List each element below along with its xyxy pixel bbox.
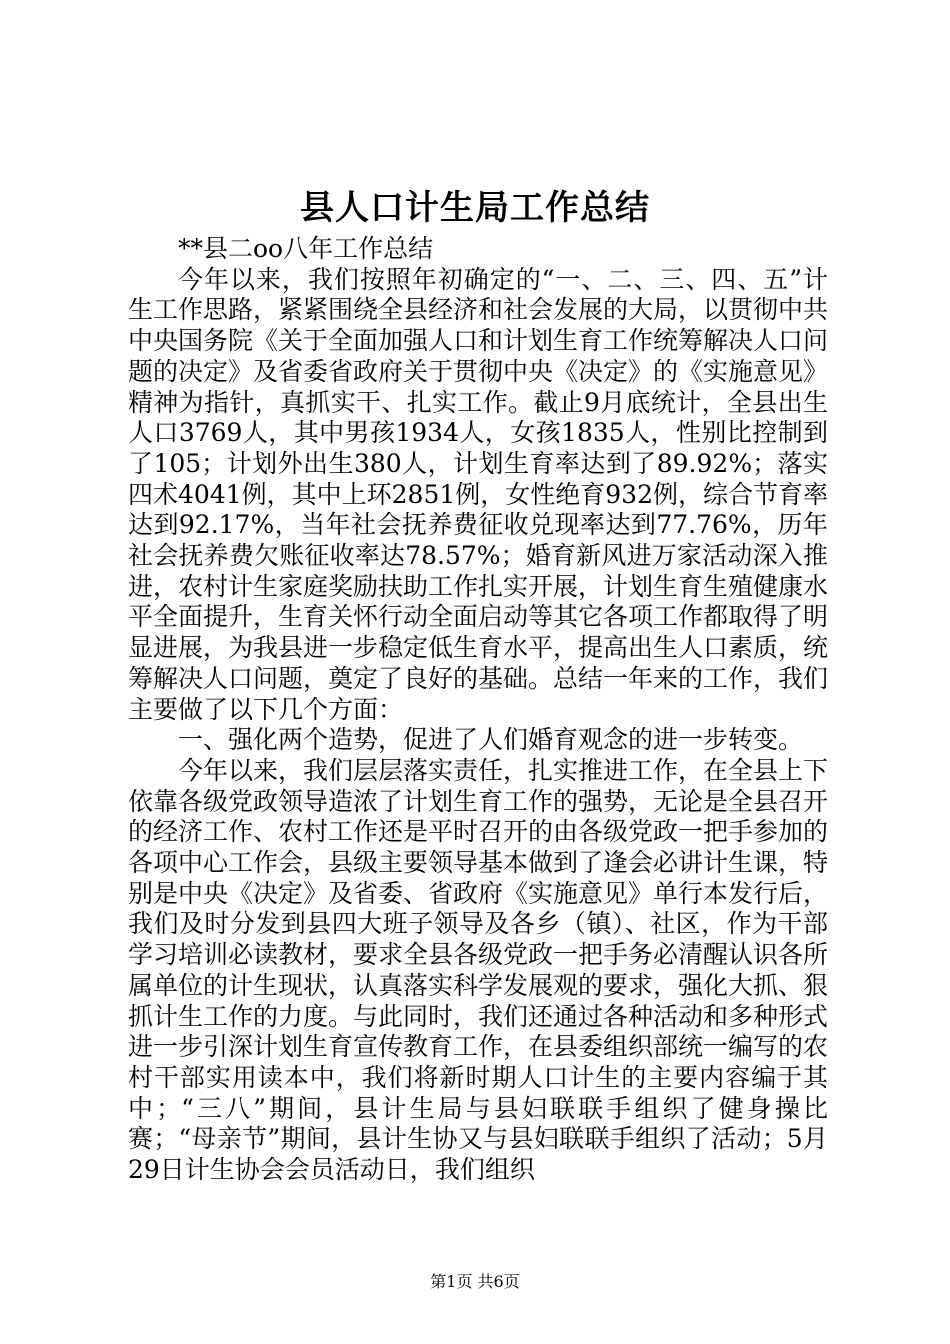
page-footer: 第1页 共6页 bbox=[430, 1272, 520, 1291]
section-heading: 一、强化两个造势，促进了人们婚育观念的进一步转变。 bbox=[178, 725, 804, 755]
document-title: 县人口计生局工作总结 bbox=[300, 188, 650, 228]
body-paragraph: 今年以来，我们层层落实责任，扎实推进工作，在全县上下依靠各级党政领导造浓了计划生育工作的强势，无论是全县召开的经济工作、农村工作还是平时召开的由各级党政一把手参加的各项中心工作会，县级主要领导基本做到了逢会必讲计生课，特别是中央《决定》及省委、省政府《实施意见》单行本发行后，我们及时分发到县四大班子领导及各乡（镇）、社区，作为干部学习培训必读教材，要求全县各级党政一把手务必清醒认识各所属单位的计生现状，认真落实科学发展观的要求，强化大抓、狠抓计生工作的力度。与此同时，我们还通过各种活动和多种形式进一步引深计划生育宣传教育工作，在县委组织部统一编写的农村干部实用读本中，我们将新时期人口计生的主要内容编于其中；“三八”期间，县计生局与县妇联联手组织了健身操比赛；“母亲节”期间，县计生协又与县妇联联手组织了活动；5月29日计生协会会员活动日，我们组织 bbox=[128, 755, 829, 1185]
document-body bbox=[128, 234, 828, 1186]
body-paragraph: 今年以来，我们按照年初确定的“一、二、三、四、五”计生工作思路，紧紧围绕全县经济和社会发展的大局，以贯彻中共中央国务院《关于全面加强人口和计划生育工作统筹解决人口问题的决定》及省委省政府关于贯彻中央《决定》的《实施意见》精神为指针，真抓实干、扎实工作。截止9月底统计，全县出生人口3769人，其中男孩1934人，女孩1835人，性别比控制到了105；计划外出生380人，计划生育率达到了89.92%；落实四术4041例，其中上环2851例，女性绝育932例，综合节育率达到92.17%，当年社会抚养费征收兑现率达到77.76%，历年社会抚养费欠账征收率达78.57%；婚育新风进万家活动深入推进，农村计生家庭奖励扶助工作扎实开展，计划生育生殖健康水平全面提升，生育关怀行动全面启动等其它各项工作都取得了明显进展，为我县进一步稳定低生育水平，提高出生人口素质，统筹解决人口问题，奠定了良好的基础。总结一年来的工作，我们主要做了以下几个方面： bbox=[128, 264, 829, 724]
subtitle-paragraph: **县二oo八年工作总结 bbox=[178, 234, 434, 263]
